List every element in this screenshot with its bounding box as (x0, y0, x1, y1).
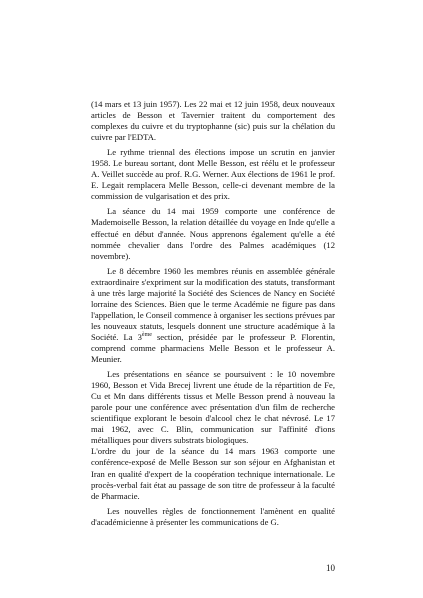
paragraph-text: section, présidée par le professeur P. Florentin, comprend comme pharmaciens Melle Besson et le professeur A. Meunier. (91, 331, 335, 365)
page-number: 10 (326, 563, 335, 573)
paragraph: La séance du 14 mai 1959 comporte une conférence de Mademoiselle Besson, la relation détaillée du voyage en Inde qu'elle a effectué en début d'année. Nous apprenons également qu'elle a été nommée chevalier dans l'ordre des Palmes académiques (12 novembre). (91, 206, 335, 261)
paragraph-text: Le 8 décembre 1960 les membres réunis en assemblée générale extraordinaire s'expriment sur la modification des statuts, transformant à une très large majorité la Société des Sciences de Nancy en Société lorraine des Sciences. Bien que le terme Académie ne figure pas dans l'appellation, le Conseil commence à organiser les sections prévues par les nouveaux statuts, lesquels donnent une structure académique à la Société. La 3 (91, 265, 335, 342)
paragraph (91, 266, 335, 365)
paragraph: Le rythme triennal des élections impose un scrutin en janvier 1958. Le bureau sortant, dont Melle Besson, est réélu et le professeur A. Veillet succède au prof. R.G. Werner. Aux élections de 1961 le prof. E. Legait remplacera Melle Besson, celle-ci devenant membre de la commission de vulgarisation et des prix. (91, 147, 335, 202)
paragraph: (14 mars et 13 juin 1957). Les 22 mai et 12 juin 1958, deux nouveaux articles de Besson et Tavernier traitent du comportement des complexes du cuivre et du tryptophanne (sic) puis sur la chélation du cuivre par l'EDTA. (91, 99, 335, 143)
paragraph: L'ordre du jour de la séance du 14 mars 1963 comporte une conférence-exposé de Melle Besson sur son séjour en Afghanistan et Iran en qualité d'expert de la coopération technique internationale. Le procès-verbal fait état au passage de son titre de professeur à la faculté de Pharmacie. (91, 446, 335, 501)
paragraph: Les présentations en séance se poursuivent : le 10 novembre 1960, Besson et Vida Brecej livrent une étude de la répartition de Fe, Cu et Mn dans différents tissus et Melle Besson prend à nouveau la parole pour une conférence avec présentation d'un film de recherche scientifique explorant le besoin d'alcool chez le chat névrosé. Le 17 mai 1962, avec C. Blin, communication sur l'affinité d'ions métalliques pour divers substrats biologiques. (91, 369, 335, 446)
paragraph: Les nouvelles règles de fonctionnement l'amènent en qualité d'académicienne à présenter les communications de G. (91, 505, 335, 527)
superscript: ème (141, 332, 152, 339)
body-text (91, 99, 335, 528)
